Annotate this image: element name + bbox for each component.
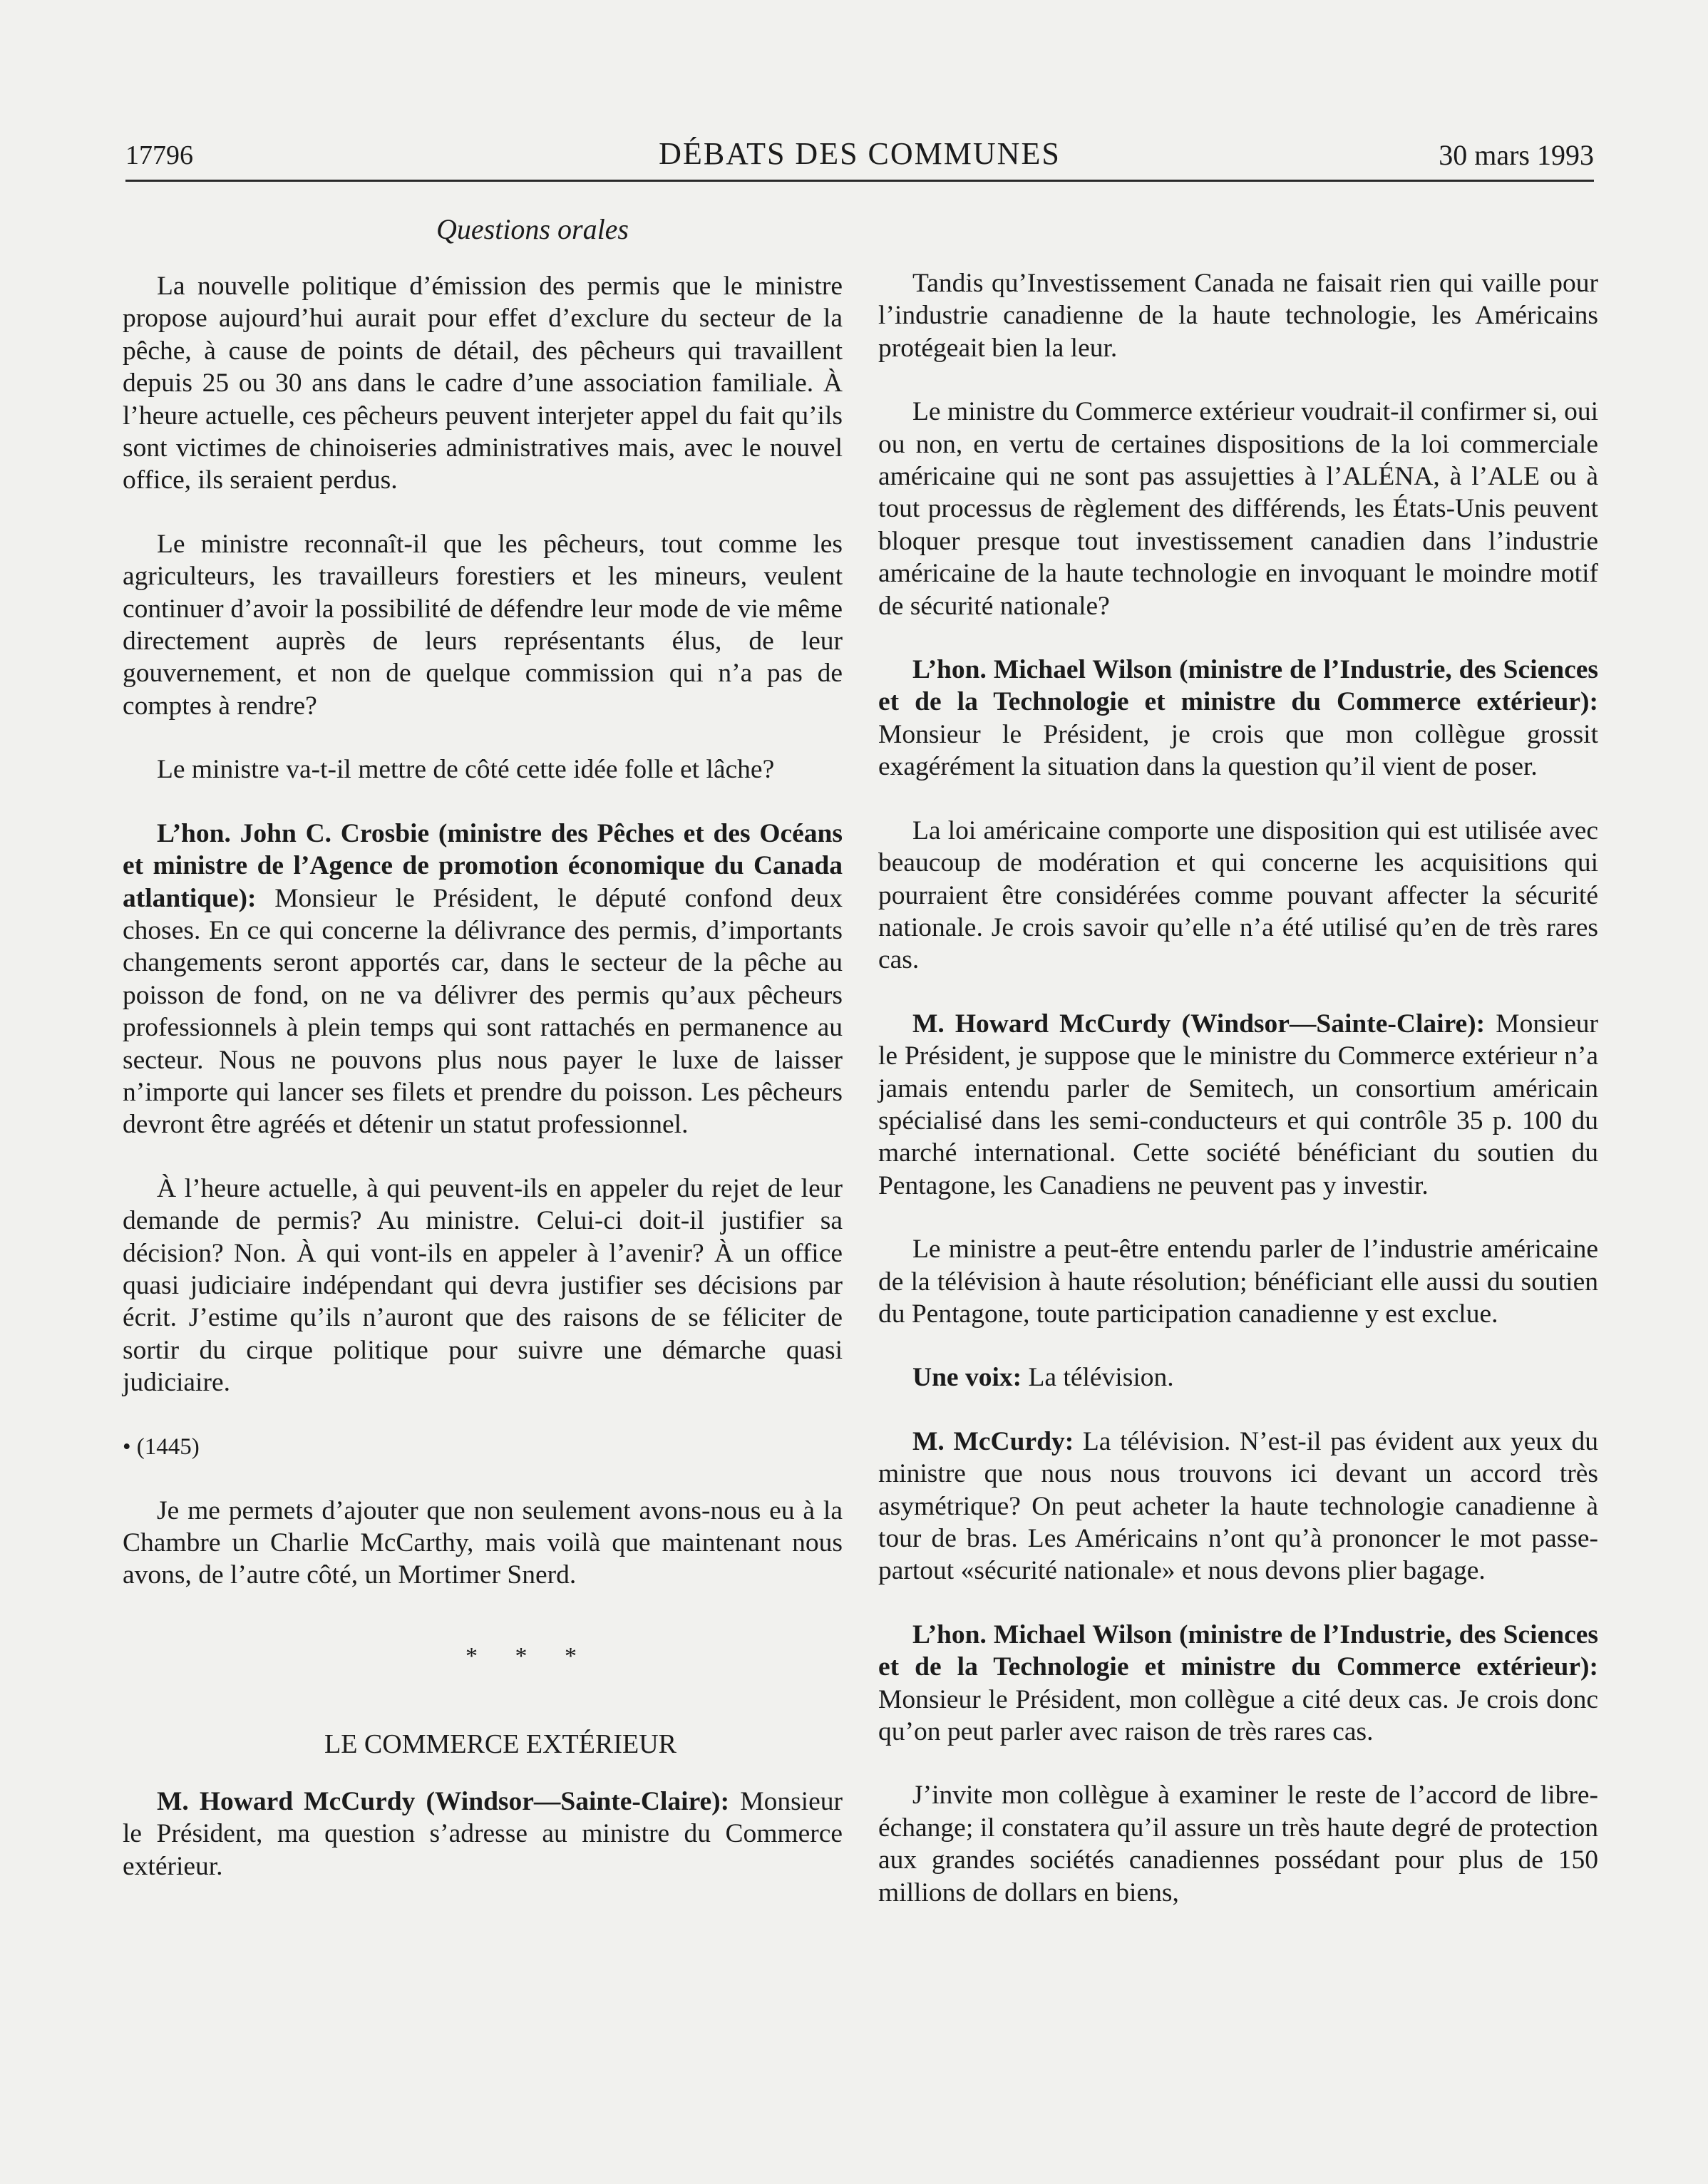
left-column <box>123 210 843 1914</box>
page-number: 17796 <box>125 140 193 170</box>
paragraph: Le ministre a peut-être entendu parler de l’industrie américaine de la télévision à haute résolution; bénéficiant elle aussi du soutien du Pentagone, toute participation canadienne y est exclue. <box>878 1235 1598 1329</box>
speech-paragraph <box>878 1008 1598 1202</box>
paragraph: Le ministre va-t-il mettre de côté cette idée folle et lâche? <box>157 755 775 785</box>
speaker-name: Une voix: <box>912 1363 1022 1393</box>
speaker-name: M. McCurdy: <box>912 1426 1074 1456</box>
right-column <box>878 267 1598 1940</box>
paragraph: La nouvelle politique d’émission des permis que le ministre propose aujourd’hui aurait pour effet d’exclure du secteur de la pêche, à cause de points de détail, des pêcheurs qui travaillent depuis 25 ou 30 ans dans le cadre d’une association familiale. À l’heure actuelle, ces pêcheurs peuvent interjeter appel du fait qu’ils sont victimes de chinoiseries administratives mais, avec le nouvel office, ils seraient perdus. <box>123 272 843 495</box>
publication-title: DÉBATS DES COMMUNES <box>659 136 1061 171</box>
speech-text: Monsieur le Président, ma question s’adresse au ministre du Commerce extérieur. <box>123 1786 843 1881</box>
speech-paragraph <box>878 1426 1598 1587</box>
speaker-name: L’hon. Michael Wilson (ministre de l’Industrie, des Sciences et de la Technologie et ministre du Commerce extérieur): <box>878 655 1598 717</box>
speech-text: La télévision. N’est-il pas évident aux yeux du ministre que nous nous trouvons ici devant un accord très asymétrique? On peut acheter la haute technologie canadienne à tour de bras. Les Américains n’ont qu’à prononcer le mot passe-partout «sécurité nationale» et nous devons plier bagage. <box>878 1426 1598 1586</box>
paragraph: Le ministre du Commerce extérieur voudrait-il confirmer si, oui ou non, en vertu de certaines dispositions de la loi commerciale américaine qui ne sont pas assujetties à l’ALÉNA, à l’ALE ou à tout processus de règlement des différends, les États-Unis peuvent bloquer presque tout investissement canadien dans l’industrie américaine de la haute technologie en invoquant le moindre motif de sécurité nationale? <box>878 397 1598 621</box>
speech-paragraph <box>123 818 843 1141</box>
speech-text: Monsieur le Président, je suppose que le ministre du Commerce extérieur n’a jamais entendu parler de Semitech, un consortium américain spécialisé dans les semi-conducteurs et qui contrôle 35 p. 100 du marché international. Cette société bénéficiant du soutien du Pentagone, les Canadiens ne peuvent pas y investir. <box>878 1009 1598 1200</box>
section-heading: LE COMMERCE EXTÉRIEUR <box>324 1729 676 1759</box>
speech-text: Monsieur le Président, mon collègue a cité deux cas. Je crois donc qu’on peut parler avec raison de très rares cas. <box>878 1684 1598 1747</box>
page-date: 30 mars 1993 <box>1439 139 1594 171</box>
speech-paragraph <box>878 654 1598 783</box>
speaker-name: L’hon. John C. Crosbie (ministre des Pêches et des Océans et ministre de l’Agence de promotion économique du Canada atlantique): <box>123 818 843 913</box>
page-header <box>125 135 1594 182</box>
paragraph: Le ministre reconnaît-il que les pêcheurs, tout comme les agriculteurs, les travailleurs forestiers et les mineurs, veulent continuer d’avoir la possibilité de défendre leur mode de vie même directement auprès de leurs représentants élus, de leur gouvernement, et non de quelque commission qui n’a pas de comptes à rendre? <box>123 529 843 721</box>
section-label: Questions orales <box>436 213 629 245</box>
speaker-name: M. Howard McCurdy (Windsor—Sainte-Claire): <box>157 1786 730 1816</box>
speaker-name: L’hon. Michael Wilson (ministre de l’Industrie, des Sciences et de la Technologie et ministre du Commerce extérieur): <box>878 1619 1598 1682</box>
speaker-name: M. Howard McCurdy (Windsor—Sainte-Claire): <box>912 1009 1486 1039</box>
speech-text: Monsieur le Président, je crois que mon collègue grossit exagérément la situation dans la question qu’il vient de poser. <box>878 719 1598 782</box>
paragraph: La loi américaine comporte une disposition qui est utilisée avec beaucoup de modération et qui concerne les acquisitions qui pourraient être considérées comme pouvant affecter la sécurité nationale. Je crois savoir qu’elle n’a été utilisé qu’en de très rares cas. <box>878 815 1598 975</box>
speech-text: La télévision. <box>1022 1363 1174 1393</box>
paragraph: Tandis qu’Investissement Canada ne faisait rien qui vaille pour l’industrie canadienne de la haute technologie, les Américains protégeait bien la leur. <box>878 269 1598 363</box>
speech-text: Monsieur le Président, le député confond deux choses. En ce qui concerne la délivrance des permis, d’importants changements seront apportés car, dans le secteur de la pêche au poisson de fond, on ne va délivrer des permis qu’aux pêcheurs professionnels à plein temps qui sont rattachés en permanence au secteur. Nous ne pouvons plus nous payer le luxe de laisser n’importe qui lancer ses filets et prendre du poisson. Les pêcheurs devront être agréés et détenir un statut professionnel. <box>123 883 843 1140</box>
section-separator: * * * <box>465 1642 592 1669</box>
timestamp-marker: • (1445) <box>123 1433 200 1460</box>
speech-paragraph <box>123 1786 843 1882</box>
speech-paragraph <box>878 1361 1598 1394</box>
paragraph: Je me permets d’ajouter que non seulement avons-nous eu à la Chambre un Charlie McCarthy, mais voilà que maintenant nous avons, de l’autre côté, un Mortimer Snerd. <box>123 1495 843 1590</box>
paragraph: J’invite mon collègue à examiner le reste de l’accord de libre-échange; il constatera qu’il assure un très haute degré de protection aux grandes sociétés canadiennes possédant pour plus de 150 millions de dollars en biens, <box>878 1781 1598 1907</box>
paragraph: À l’heure actuelle, à qui peuvent-ils en appeler du rejet de leur demande de permis? Au ministre. Celui-ci doit-il justifier sa décision? Non. À qui vont-ils en appeler à l’avenir? À un office quasi judiciaire indépendant qui devra justifier ses décisions par écrit. J’estime qu’ils n’auront que des raisons de se féliciter de sortir du cirque politique pour suivre une démarche quasi judiciaire. <box>123 1173 843 1398</box>
speech-paragraph <box>878 1619 1598 1748</box>
